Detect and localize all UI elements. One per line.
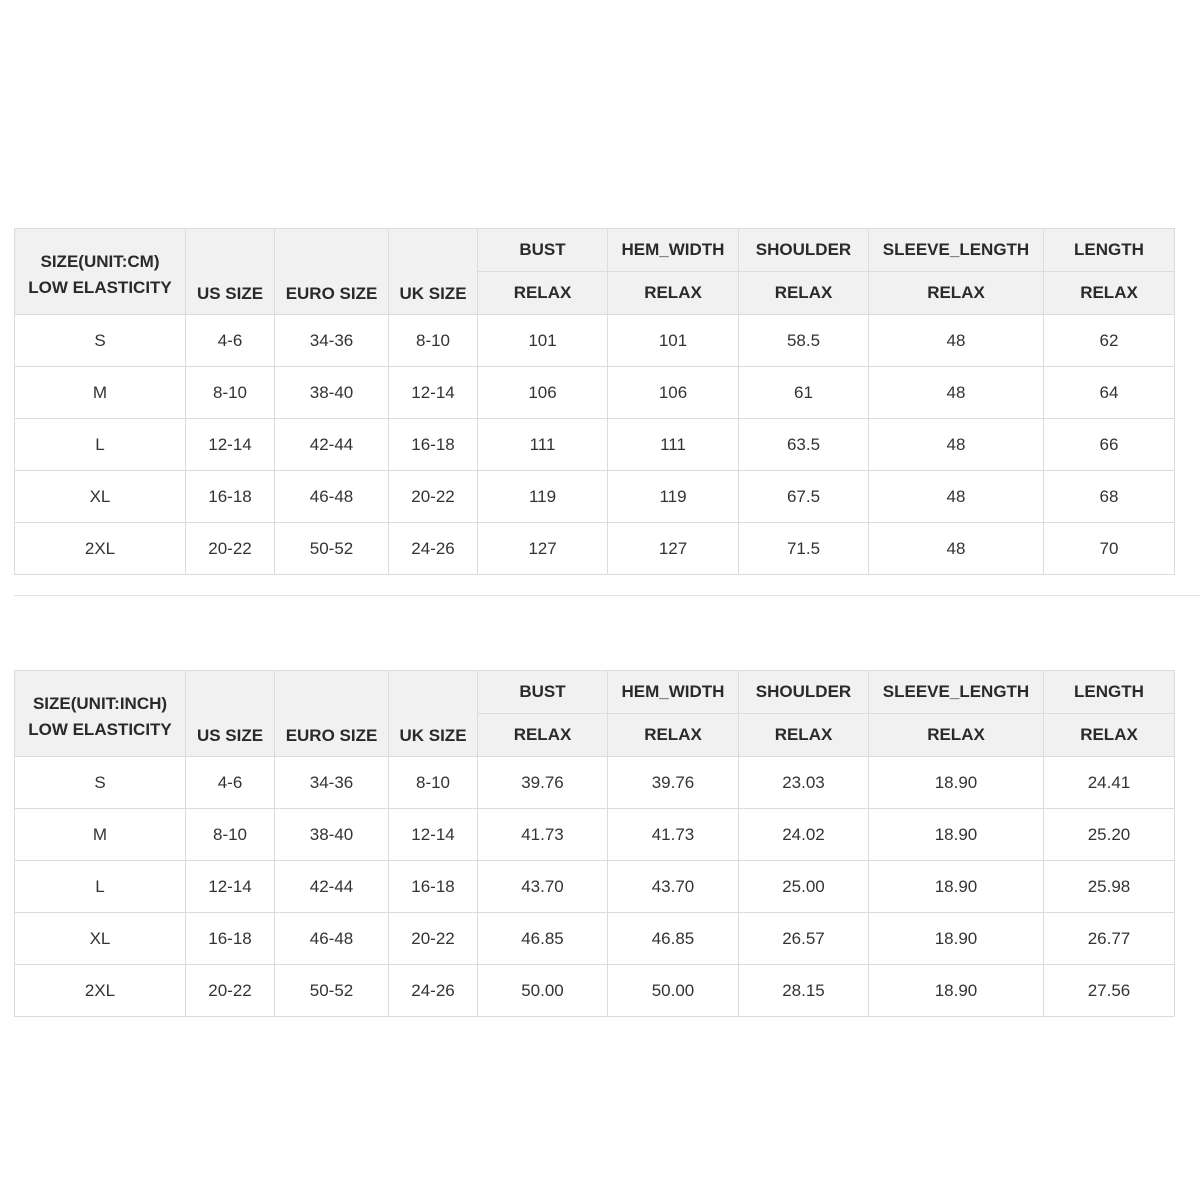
euro-size-cell: 46-48 [275,471,389,523]
shoulder-fit-header: RELAX [739,714,869,757]
hem-width-cell: 41.73 [608,809,739,861]
length-fit-header: RELAX [1044,272,1175,315]
us-size-cell: 8-10 [186,367,275,419]
bust-cell: 106 [478,367,608,419]
table-row [15,861,1175,913]
uk-size-header: UK SIZE [389,229,478,315]
shoulder-cell: 61 [739,367,869,419]
size-cell: L [15,861,186,913]
size-cell: XL [15,913,186,965]
table-row [15,471,1175,523]
us-size-cell: 16-18 [186,913,275,965]
euro-size-cell: 50-52 [275,965,389,1017]
table-row [15,367,1175,419]
table-row [15,315,1175,367]
bust-cell: 46.85 [478,913,608,965]
table-row [15,965,1175,1017]
length-header: LENGTH [1044,671,1175,714]
sleeve-length-cell: 18.90 [869,913,1044,965]
euro-size-cell: 50-52 [275,523,389,575]
bust-cell: 41.73 [478,809,608,861]
sleeve-length-header: SLEEVE_LENGTH [869,671,1044,714]
corner-header [15,229,186,315]
size-cell: M [15,809,186,861]
sleeve-length-fit-header: RELAX [869,714,1044,757]
size-cell: XL [15,471,186,523]
us-size-cell: 12-14 [186,861,275,913]
size-cell: S [15,315,186,367]
shoulder-cell: 26.57 [739,913,869,965]
corner-elasticity-label: LOW ELASTICITY [28,719,172,739]
shoulder-cell: 71.5 [739,523,869,575]
us-size-header: US SIZE [186,671,275,757]
bust-cell: 39.76 [478,757,608,809]
shoulder-cell: 24.02 [739,809,869,861]
sleeve-length-cell: 48 [869,419,1044,471]
sleeve-length-cell: 48 [869,471,1044,523]
length-cell: 25.20 [1044,809,1175,861]
euro-size-cell: 34-36 [275,315,389,367]
bust-cell: 111 [478,419,608,471]
shoulder-cell: 23.03 [739,757,869,809]
length-cell: 66 [1044,419,1175,471]
uk-size-cell: 24-26 [389,523,478,575]
corner-header [15,671,186,757]
size-cell: 2XL [15,965,186,1017]
shoulder-cell: 25.00 [739,861,869,913]
size-chart-inch-table [14,670,1175,1017]
hem-width-cell: 50.00 [608,965,739,1017]
corner-unit-label: SIZE(UNIT:INCH) [32,693,168,713]
uk-size-cell: 8-10 [389,315,478,367]
sleeve-length-cell: 18.90 [869,809,1044,861]
uk-size-cell: 8-10 [389,757,478,809]
length-cell: 24.41 [1044,757,1175,809]
hem-width-header: HEM_WIDTH [608,671,739,714]
euro-size-cell: 42-44 [275,861,389,913]
shoulder-cell: 28.15 [739,965,869,1017]
shoulder-header: SHOULDER [739,229,869,272]
table-row [15,523,1175,575]
us-size-cell: 4-6 [186,315,275,367]
length-header: LENGTH [1044,229,1175,272]
size-cell: 2XL [15,523,186,575]
length-cell: 70 [1044,523,1175,575]
us-size-cell: 16-18 [186,471,275,523]
uk-size-cell: 16-18 [389,419,478,471]
shoulder-cell: 58.5 [739,315,869,367]
table-row [15,757,1175,809]
length-cell: 25.98 [1044,861,1175,913]
hem-width-fit-header: RELAX [608,272,739,315]
sleeve-length-cell: 48 [869,315,1044,367]
section-divider [14,595,1200,596]
hem-width-cell: 106 [608,367,739,419]
bust-header: BUST [478,671,608,714]
us-size-header: US SIZE [186,229,275,315]
size-cell: M [15,367,186,419]
uk-size-cell: 16-18 [389,861,478,913]
table-row [15,913,1175,965]
euro-size-cell: 38-40 [275,367,389,419]
length-cell: 62 [1044,315,1175,367]
shoulder-cell: 67.5 [739,471,869,523]
bust-cell: 43.70 [478,861,608,913]
corner-unit-label: SIZE(UNIT:CM) [40,251,160,271]
uk-size-cell: 20-22 [389,471,478,523]
sleeve-length-cell: 18.90 [869,965,1044,1017]
sleeve-length-header: SLEEVE_LENGTH [869,229,1044,272]
hem-width-cell: 119 [608,471,739,523]
bust-fit-header: RELAX [478,272,608,315]
table-row [15,809,1175,861]
sleeve-length-cell: 18.90 [869,757,1044,809]
euro-size-cell: 38-40 [275,809,389,861]
euro-size-header: EURO SIZE [275,671,389,757]
length-cell: 68 [1044,471,1175,523]
euro-size-cell: 34-36 [275,757,389,809]
shoulder-header: SHOULDER [739,671,869,714]
bust-cell: 127 [478,523,608,575]
sleeve-length-cell: 48 [869,523,1044,575]
size-cell: S [15,757,186,809]
hem-width-fit-header: RELAX [608,714,739,757]
bust-cell: 119 [478,471,608,523]
size-chart-cm-table [14,228,1175,575]
size-cell: L [15,419,186,471]
shoulder-cell: 63.5 [739,419,869,471]
header-row-measures [15,671,1175,714]
hem-width-cell: 101 [608,315,739,367]
hem-width-cell: 111 [608,419,739,471]
length-cell: 64 [1044,367,1175,419]
shoulder-fit-header: RELAX [739,272,869,315]
us-size-cell: 12-14 [186,419,275,471]
uk-size-cell: 20-22 [389,913,478,965]
bust-fit-header: RELAX [478,714,608,757]
euro-size-cell: 46-48 [275,913,389,965]
sleeve-length-cell: 48 [869,367,1044,419]
uk-size-cell: 12-14 [389,367,478,419]
euro-size-header: EURO SIZE [275,229,389,315]
sleeve-length-cell: 18.90 [869,861,1044,913]
bust-cell: 50.00 [478,965,608,1017]
bust-header: BUST [478,229,608,272]
length-fit-header: RELAX [1044,714,1175,757]
us-size-cell: 20-22 [186,965,275,1017]
uk-size-cell: 24-26 [389,965,478,1017]
us-size-cell: 8-10 [186,809,275,861]
header-row-measures [15,229,1175,272]
euro-size-cell: 42-44 [275,419,389,471]
table-row [15,419,1175,471]
uk-size-cell: 12-14 [389,809,478,861]
length-cell: 27.56 [1044,965,1175,1017]
corner-elasticity-label: LOW ELASTICITY [28,277,172,297]
us-size-cell: 20-22 [186,523,275,575]
hem-width-cell: 39.76 [608,757,739,809]
hem-width-cell: 127 [608,523,739,575]
hem-width-header: HEM_WIDTH [608,229,739,272]
length-cell: 26.77 [1044,913,1175,965]
hem-width-cell: 43.70 [608,861,739,913]
uk-size-header: UK SIZE [389,671,478,757]
us-size-cell: 4-6 [186,757,275,809]
sleeve-length-fit-header: RELAX [869,272,1044,315]
hem-width-cell: 46.85 [608,913,739,965]
bust-cell: 101 [478,315,608,367]
